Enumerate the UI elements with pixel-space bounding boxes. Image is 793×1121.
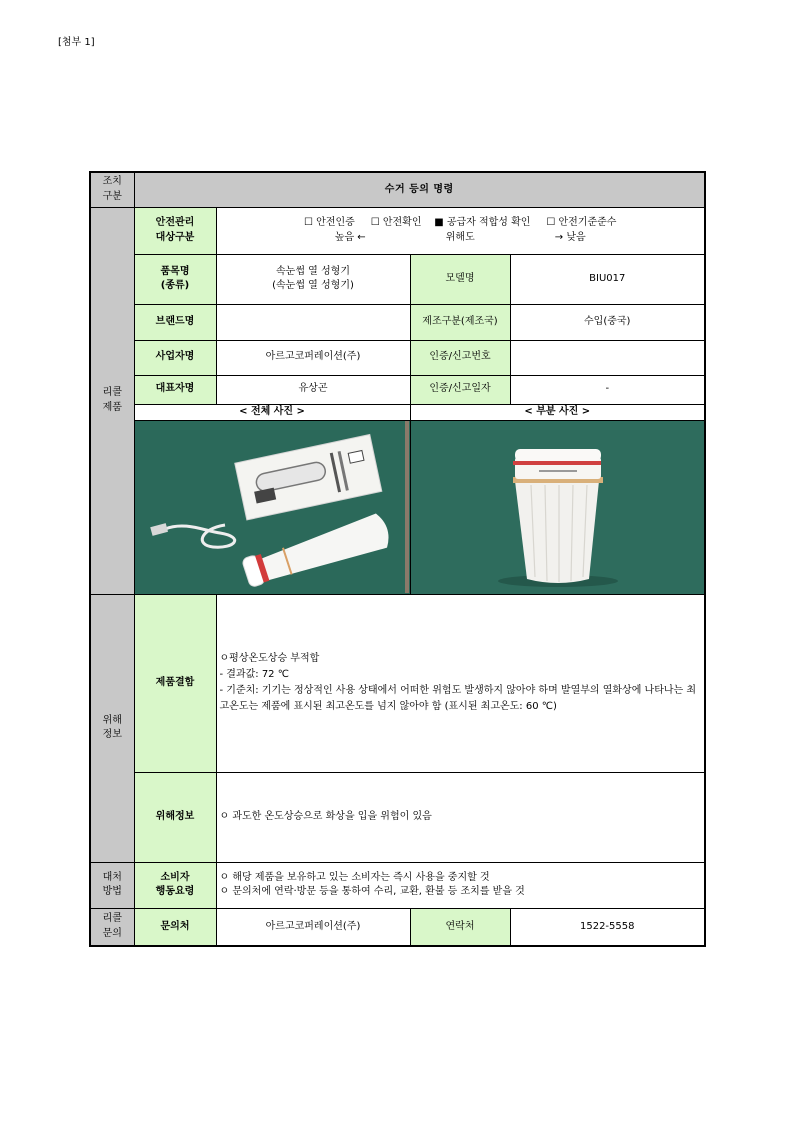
scale-mid: 위해도: [445, 231, 475, 243]
risk-info-text: ㅇ 과도한 온도상승으로 화상을 입을 위험이 있음: [216, 772, 705, 862]
part-photo-caption: < 부분 사진 >: [410, 404, 705, 420]
safety-category-cell: [216, 207, 705, 254]
cert-date-value: -: [510, 375, 705, 404]
representative-label: 대표자명: [134, 375, 216, 404]
contact-value: 1522-5558: [510, 908, 705, 946]
item-name-label: 품목명 (종류): [134, 254, 216, 304]
attachment-label: [첨부 1]: [58, 37, 95, 48]
safety-category-label: 안전관리 대상구분: [134, 207, 216, 254]
full-product-photo: [134, 420, 410, 594]
manufacture-value: 수입(중국): [510, 304, 705, 340]
item-name-value: 속눈썹 열 성형기 (속눈썹 열 성형기): [216, 254, 410, 304]
inquiry-value: 아르고코퍼레이션(주): [216, 908, 410, 946]
model-name-label: 모델명: [410, 254, 510, 304]
representative-value: 유상곤: [216, 375, 410, 404]
response-section: 대처 방법: [90, 862, 134, 908]
cert-date-label: 인증/신고일자: [410, 375, 510, 404]
full-photo-caption: < 전체 사진 >: [134, 404, 410, 420]
business-name-label: 사업자명: [134, 340, 216, 375]
recall-notice-table: [89, 171, 706, 947]
contact-label: 연락처: [410, 908, 510, 946]
recall-product-section: 리콜 제품: [90, 207, 134, 594]
cert-number-label: 인증/신고번호: [410, 340, 510, 375]
manufacture-label: 제조구분(제조국): [410, 304, 510, 340]
safety-options: ☐ 안전인증 ☐ 안전확인 ■ 공급자 적합성 확인 ☐ 안전기준준수: [304, 217, 617, 228]
consumer-action-label: 소비자 행동요령: [134, 862, 216, 908]
consumer-action-text: ㅇ 해당 제품을 보유하고 있는 소비자는 즉시 사용을 중지할 것 ㅇ 문의처에 연락·방문 등을 통하여 수리, 교환, 환불 등 조치를 받을 것: [216, 862, 705, 908]
part-product-photo: [410, 420, 705, 594]
scale-high: 높음 ←: [334, 231, 366, 243]
scale-low: → 낮음: [554, 231, 586, 243]
recall-inquiry-section: 리콜 문의: [90, 908, 134, 946]
product-defect-label: 제품결함: [134, 594, 216, 772]
brand-label: 브랜드명: [134, 304, 216, 340]
action-category-label: 조치 구분: [90, 172, 134, 207]
model-name-value: BIU017: [510, 254, 705, 304]
brand-value: [216, 304, 410, 340]
full-photo-image: [135, 421, 409, 593]
risk-info-label: 위해정보: [134, 772, 216, 862]
page-title: 수거 등의 명령: [134, 172, 705, 207]
cert-number-value: [510, 340, 705, 375]
business-name-value: 아르고코퍼레이션(주): [216, 340, 410, 375]
hazard-scale: [217, 231, 705, 246]
product-defect-text: ㅇ평상온도상승 부적합 - 결과값: 72 ℃ - 기준치: 기기는 정상적인 사용 상태에서 어떠한 위험도 발생하지 않아야 하며 발열부의 열화상에 나타나는 최고온도는 제품에 표시된 최고온도를 넘지 않아야 함 (표시된 최고온도: 60 ℃): [216, 594, 705, 772]
inquiry-label: 문의처: [134, 908, 216, 946]
part-photo-image: [411, 421, 705, 593]
hazard-info-section: 위해 정보: [90, 594, 134, 862]
